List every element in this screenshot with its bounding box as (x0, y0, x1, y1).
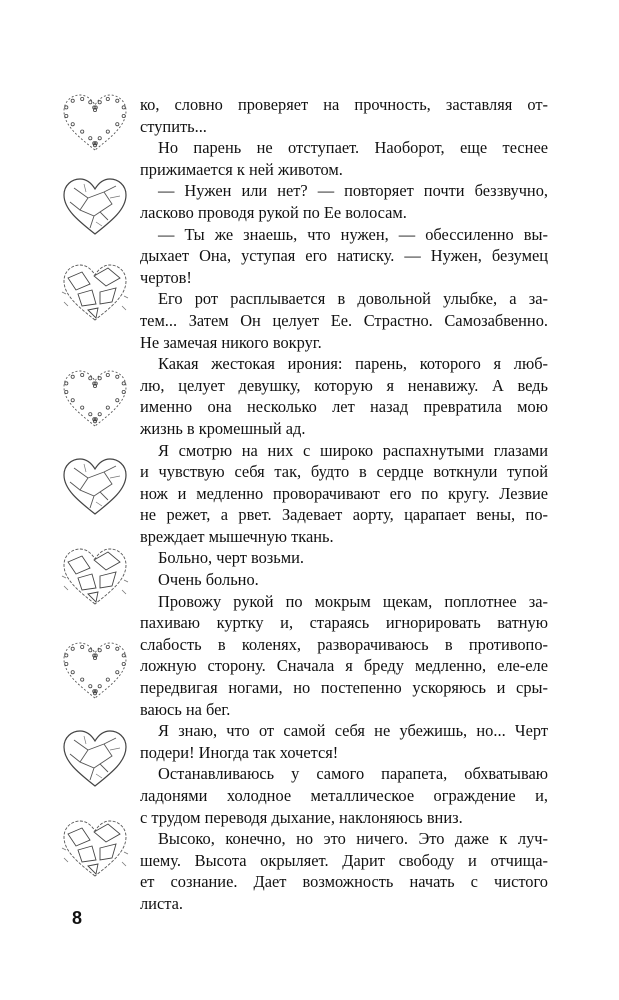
text-line: вреждает мышечную ткань. (140, 526, 334, 546)
heart-shattered-icon (60, 546, 130, 610)
text-line: — Нужен или нет? — повторяет почти беззвучно, (158, 181, 548, 201)
text-line: Больно, черт возьми. (158, 548, 304, 568)
text-line: Я смотрю на них с широко распахнутыми глазами (158, 440, 548, 460)
text-line: Его рот расплывается в довольной улыбке, а за- (158, 289, 548, 309)
body-text (140, 94, 548, 915)
heart-shattered-icon (60, 262, 130, 326)
text-line: дыхает Она, уступая его натиску. — Нужен, безумец (140, 246, 548, 266)
text-line: слабость в коленях, разворачиваюсь в противопо- (140, 634, 548, 654)
text-line: Не замечая никого вокруг. (140, 332, 322, 352)
text-line: листа. (140, 893, 183, 913)
heart-cracked-icon (60, 456, 130, 520)
text-line: ложную сторону. Сначала я бреду медленно, еле-еле (140, 656, 548, 676)
text-line: Останавливаюсь у самого парапета, обхватываю (158, 764, 548, 784)
text-line: лю, целует девушку, которую я ненавижу. А ведь (140, 375, 548, 395)
text-line: подери! Иногда так хочется! (140, 742, 339, 762)
text-line: Но парень не отступает. Наоборот, еще теснее (158, 138, 548, 158)
page-number: 8 (72, 908, 83, 928)
heart-wreath-icon (60, 92, 130, 156)
text-line: ласково проводя рукой по Ее волосам. (140, 202, 407, 222)
text-line: шему. Высота окрыляет. Дарит свободу и отчища- (140, 850, 548, 870)
text-line: ко, словно проверяет на прочность, заставляя от- (140, 95, 548, 114)
heart-wreath-icon (60, 368, 130, 432)
text-line: прижимается к ней животом. (140, 159, 343, 179)
text-line: Провожу рукой по мокрым щекам, поплотнее за- (158, 591, 548, 611)
text-line: именно она несколько лет назад превратила мою (140, 397, 548, 417)
text-line: Какая жестокая ирония: парень, которого я люб- (158, 354, 548, 374)
text-line: ладонями холодное металлическое ограждение и, (140, 786, 548, 805)
text-line: не режет, а рвет. Задевает аорту, царапает вены, по- (140, 505, 548, 525)
text-line: Очень больно. (158, 570, 259, 590)
text-line: передвигая ногами, но постепенно ускоряюсь и сры- (140, 678, 548, 698)
text-line: и чувствую себя так, будто в сердце воткнули тупой (140, 462, 548, 482)
text-line: чертов! (140, 267, 192, 287)
text-line: пахиваю куртку и, стараясь игнорировать ватную (140, 613, 548, 633)
text-line: ваюсь на бег. (140, 699, 231, 719)
heart-wreath-icon (60, 640, 130, 704)
heart-cracked-icon (60, 728, 130, 792)
text-line: Я знаю, что от самой себя не убежишь, но... Черт (158, 721, 548, 741)
text-line: ет сознание. Дает возможность начать с чистого (140, 872, 548, 892)
heart-cracked-icon (60, 176, 130, 240)
heart-margin-decorations (60, 0, 140, 1000)
text-line: ступить... (140, 116, 207, 136)
text-line: нож и медленно проворачивают его по кругу. Лезвие (140, 483, 548, 503)
text-line: — Ты же знаешь, что нужен, — обессиленно вы- (158, 224, 548, 244)
heart-shattered-icon (60, 818, 130, 882)
text-line: Высоко, конечно, но это ничего. Это даже к луч- (158, 829, 548, 849)
text-line: тем... Затем Он целует Ее. Страстно. Самозабвенно. (140, 310, 548, 330)
text-line: жизнь в кромешный ад. (140, 418, 306, 438)
text-line: с трудом переводя дыхание, наклоняюсь вниз. (140, 807, 463, 827)
